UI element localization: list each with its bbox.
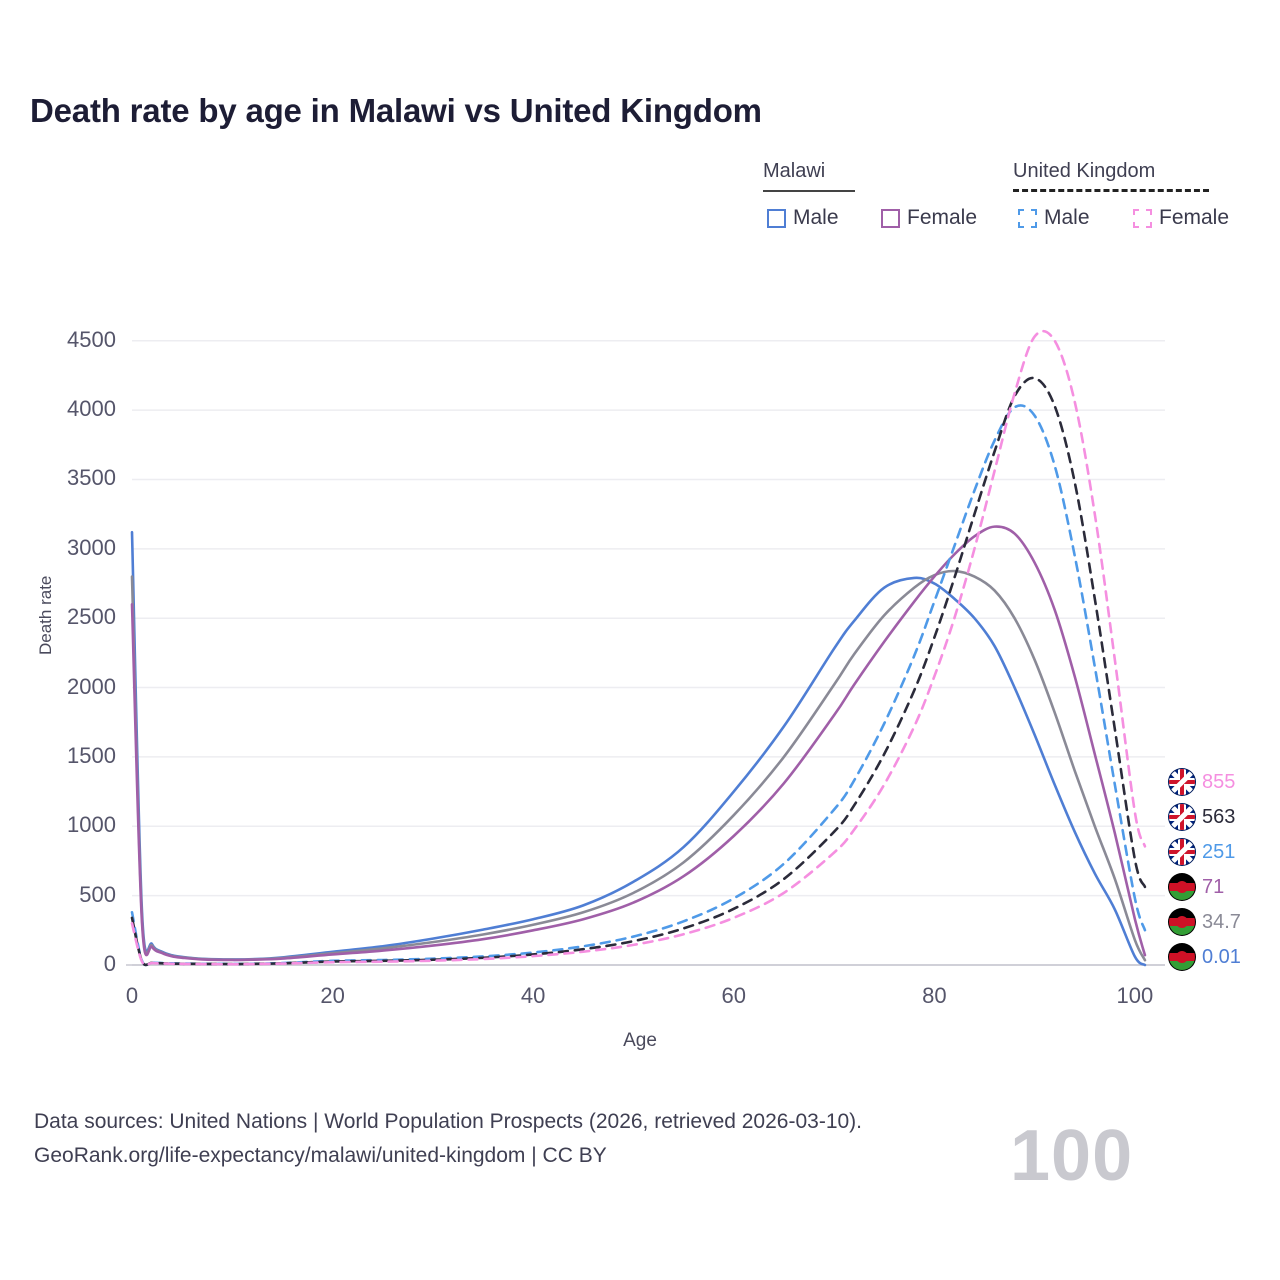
data-sources: [34, 1105, 862, 1173]
series-end-value: 251: [1202, 840, 1236, 863]
watermark: 100: [1010, 1116, 1134, 1196]
series-end-value: 855: [1202, 770, 1236, 793]
data-sources-line2: GeoRank.org/life-expectancy/malawi/united-kingdom | CC BY: [34, 1144, 607, 1167]
chart-series-line: [132, 378, 1145, 965]
flag-malawi-icon: [1168, 908, 1196, 936]
flag-malawi-icon: [1168, 873, 1196, 901]
legend-item-uk-male[interactable]: [1018, 206, 1090, 230]
chart-series-line: [132, 571, 1145, 960]
legend-label: Male: [1044, 206, 1090, 229]
legend-label: Female: [907, 206, 978, 229]
series-end-value: 34.7: [1202, 910, 1241, 933]
x-tick-label: 0: [125, 983, 139, 1008]
page-title: Death rate by age in Malawi vs United Kingdom: [30, 92, 762, 129]
y-tick-label: 0: [103, 951, 116, 976]
series-end-label: [1168, 943, 1241, 971]
x-tick-label: 20: [320, 983, 345, 1008]
series-end-label: [1168, 873, 1224, 901]
y-tick-label: 2000: [67, 673, 116, 699]
legend-item-malawi-male[interactable]: [767, 206, 839, 230]
chart-svg: [0, 255, 1280, 1055]
series-end-label: [1168, 768, 1235, 796]
legend-swatch-icon: [881, 209, 900, 228]
y-tick-label: 2500: [67, 604, 116, 630]
y-tick-label: 3000: [67, 534, 116, 560]
x-tick-label: 100: [1116, 983, 1154, 1008]
y-tick-label: 4000: [67, 396, 116, 422]
legend-swatch-icon: [767, 209, 786, 228]
series-end-value: 0.01: [1202, 945, 1241, 968]
series-end-label: [1168, 908, 1241, 936]
x-tick-label: 40: [520, 983, 546, 1008]
legend-group-uk-label: United Kingdom: [1013, 160, 1156, 182]
x-tick-label: 60: [721, 983, 746, 1008]
series-end-label: [1168, 838, 1235, 866]
legend-group-malawi-label: Malawi: [763, 160, 826, 182]
y-tick-label: 3500: [67, 465, 116, 491]
flag-united-kingdom-icon: [1168, 838, 1196, 866]
legend-label: Female: [1159, 206, 1230, 229]
chart-series-line: [132, 405, 1145, 964]
legend-group-malawi-rule: [763, 190, 855, 192]
legend-item-uk-female[interactable]: [1133, 206, 1229, 230]
legend-swatch-icon: [1133, 209, 1152, 228]
series-end-value: 71: [1202, 875, 1225, 898]
y-tick-label: 4500: [67, 326, 116, 352]
series-end-label: [1168, 803, 1235, 831]
chart-legend: [755, 160, 1255, 250]
legend-label: Male: [793, 206, 839, 229]
x-tick-label: 80: [922, 983, 947, 1008]
series-end-value: 563: [1202, 805, 1236, 828]
y-tick-label: 1000: [67, 812, 116, 838]
flag-malawi-icon: [1168, 943, 1196, 971]
y-tick-label: 500: [79, 881, 116, 907]
y-tick-label: 1500: [67, 742, 116, 768]
flag-united-kingdom-icon: [1168, 768, 1196, 796]
legend-group-uk-rule: [1013, 189, 1209, 192]
chart-series-line: [132, 331, 1145, 965]
legend-swatch-icon: [1018, 209, 1037, 228]
flag-united-kingdom-icon: [1168, 803, 1196, 831]
y-axis-label: Death rate: [36, 575, 55, 655]
x-axis-label: Age: [623, 1030, 657, 1051]
legend-item-malawi-female[interactable]: [881, 206, 977, 230]
data-sources-line1: Data sources: United Nations | World Population Prospects (2026, retrieved 2026-03-10).: [34, 1110, 863, 1133]
